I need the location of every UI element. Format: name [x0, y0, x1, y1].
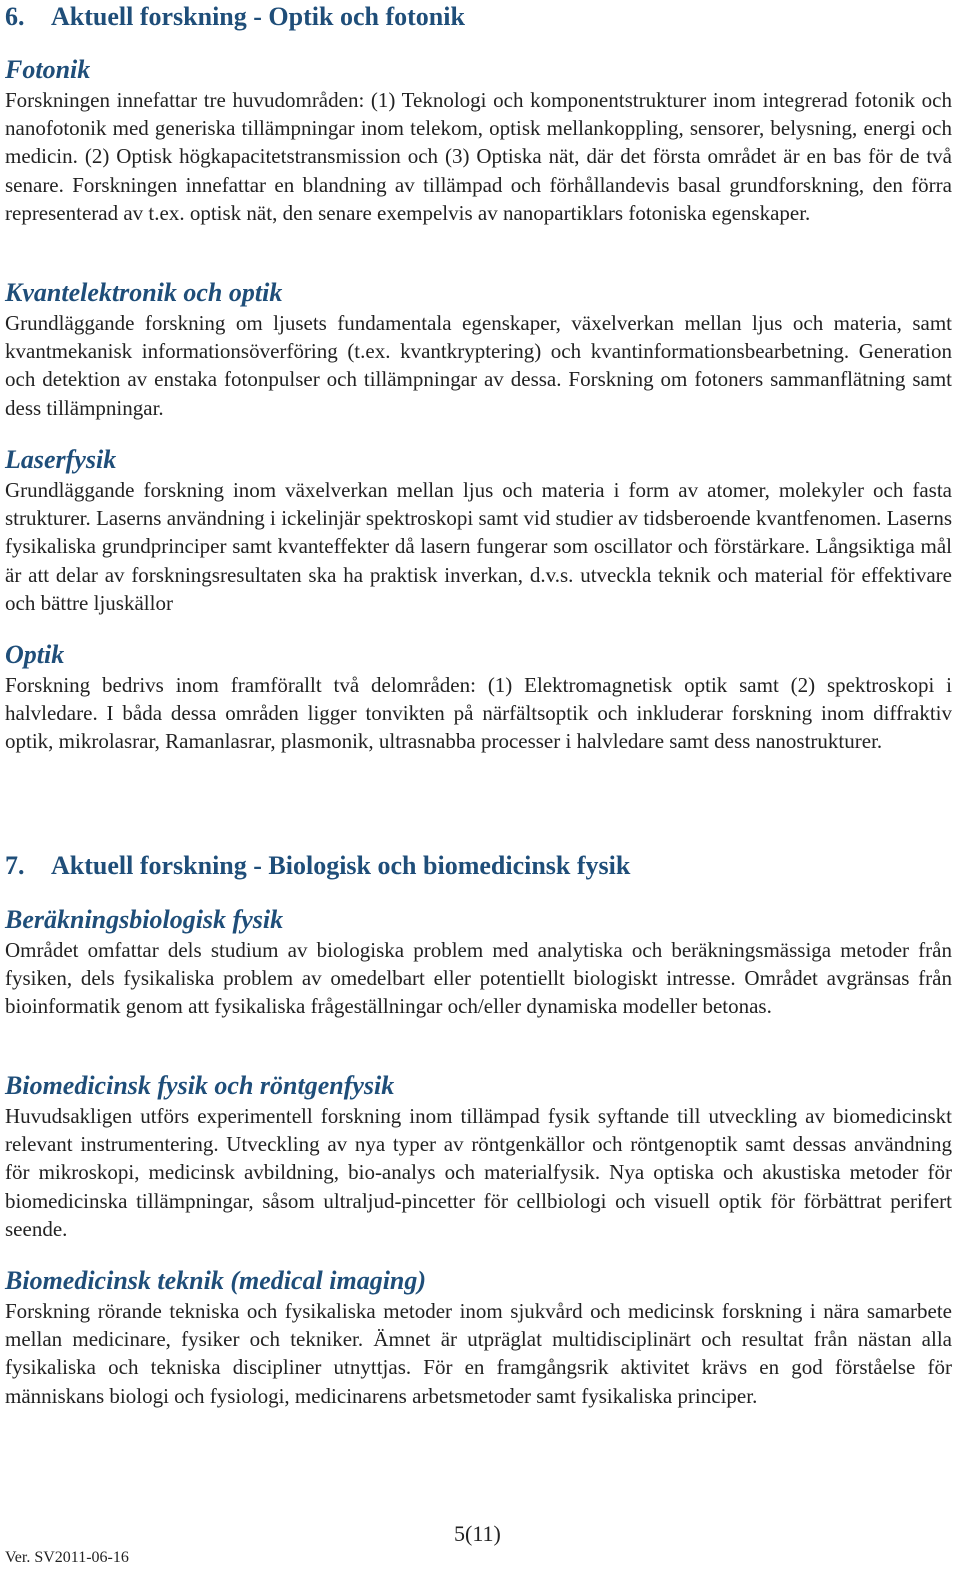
section-heading: Optik — [5, 640, 65, 669]
section-body: Grundläggande forskning om ljusets fundamentala egenskaper, växelverkan mellan ljus och materia, samt kvantmekanisk informationsöverföring (t.ex. kvantkryptering) och kvantinformationsbearbetning. Generation och detektion av enstaka fotonpulser och tillämpningar av dessa. Forskning om fotoners sammanflätning samt dess tillämpningar. — [5, 311, 952, 420]
section-biomedicinsk-teknik — [5, 1265, 952, 1410]
section-heading: Biomedicinsk teknik (medical imaging) — [5, 1266, 427, 1295]
chapter-number: 7. — [5, 851, 25, 880]
chapter-number: 6. — [5, 2, 25, 31]
section-body: Forskning rörande tekniska och fysikaliska metoder inom sjukvård och medicinsk forskning i nära samarbete mellan medicinare, fysiker och tekniker. Ämnet är utpräglat multidisciplinärt och resultat från nästan alla fysikaliska och tekniska discipliner utnyttjas. För en framgångsrik aktivitet krävs en god förståelse för människans biologi och fysiologi, medicinarens arbetsmetoder samt fysikaliska principer. — [5, 1299, 952, 1408]
section-laserfysik — [5, 444, 952, 617]
section-heading: Beräkningsbiologisk fysik — [5, 905, 284, 934]
section-heading: Biomedicinsk fysik och röntgenfysik — [5, 1071, 395, 1100]
section-body: Forskningen innefattar tre huvudområden: (1) Teknologi och komponentstrukturer inom integrerad fotonik och nanofotonik med generiska tillämpningar inom telekom, optisk mellankoppling, sensorer, belysning, energi och medicin. (2) Optisk högkapacitetstransmission och (3) Optiska nät, där det första området är en bas för de två senare. Forskningen innefattar en blandning av tillämpad och förhållandevis basal grundforskning, den förra representerad av t.ex. optisk nät, den senare exempelvis av nanopartiklars fotoniska egenskaper. — [5, 88, 952, 225]
section-body: Forskning bedrivs inom framförallt två delområden: (1) Elektromagnetisk optik samt (2) spektroskopi i halvledare. I båda dessa områden ligger tonvikten på närfältsoptik och inkluderar forskning inom diffraktiv optik, mikrolasrar, Ramanlasrar, plasmonik, ultrasnabba processer i halvledare samt dess nanostrukturer. — [5, 673, 952, 754]
chapter-title-7 — [5, 849, 630, 883]
section-body: Området omfattar dels studium av biologiska problem med analytiska och beräkningsmässiga metoder från fysiken, dels fysikaliska problem av omedelbart eller potentiellt biologiskt intresse. Området avgränsas från bioinformatik genom att fysikaliska frågeställningar och/eller dynamiska modeller betonas. — [5, 938, 952, 1019]
section-kvantelektronik — [5, 277, 952, 422]
section-optik — [5, 639, 952, 756]
chapter-title-text: Aktuell forskning - Optik och fotonik — [51, 2, 465, 31]
page-number: 5(11) — [454, 1521, 501, 1546]
section-heading: Laserfysik — [5, 445, 117, 474]
chapter-title-text: Aktuell forskning - Biologisk och biomedicinsk fysik — [51, 851, 631, 880]
section-body: Huvudsakligen utförs experimentell forskning inom tillämpad fysik syftande till utveckling av biomedicinskt relevant instrumentering. Utveckling av nya typer av röntgenkällor och röntgenoptik samt dessas användning för mikroskopi, medicinsk avbildning, bio-analys och materialfysik. Nya optiska och akustiska metoder för biomedicinska tillämpningar, såsom ultraljud-pincetter för cellbiologi och visuell optik för förbättrat perifert seende. — [5, 1104, 952, 1241]
section-biomedicinsk-fysik — [5, 1070, 952, 1243]
version-label: Ver. SV2011-06-16 — [5, 1549, 129, 1566]
chapter-title-6 — [5, 0, 465, 34]
section-fotonik — [5, 54, 952, 227]
section-body: Grundläggande forskning inom växelverkan mellan ljus och materia i form av atomer, molekyler och fasta strukturer. Laserns användning i ickelinjär spektroskopi samt vid studier av tidsberoende kvantfenomen. Laserns fysikaliska grundprinciper samt kvanteffekter då lasern fungerar som oscillator och förstärkare. Långsiktiga mål är att delar av forskningsresultaten ska ha praktisk inverkan, d.v.s. utveckla teknik och material för effektivare och bättre ljuskällor — [5, 478, 952, 615]
section-berakningsbiologisk-fysik — [5, 904, 952, 1021]
section-heading: Kvantelektronik och optik — [5, 278, 283, 307]
section-heading: Fotonik — [5, 55, 91, 84]
